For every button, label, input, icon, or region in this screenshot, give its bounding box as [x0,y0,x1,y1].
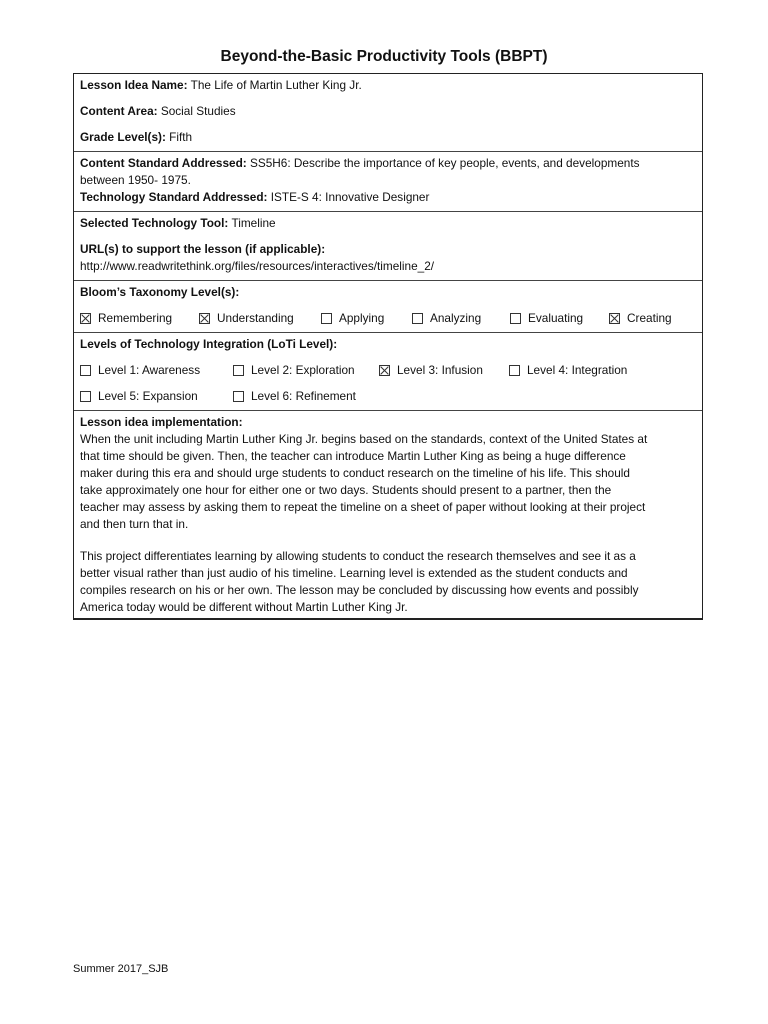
content-area-value: Social Studies [160,104,236,118]
bloom-option-label: Creating [627,311,672,325]
paragraph-line: When the unit including Martin Luther King Jr. begins based on the standards, context of the United States at [80,432,648,446]
implementation-label: Lesson idea implementation: [80,415,243,429]
bloom-option-applying[interactable] [321,310,412,327]
loti-option-level-3[interactable] [379,362,509,379]
technology-standard-value: ISTE-S 4: Innovative Designer [270,190,430,204]
checkbox-icon[interactable] [379,365,390,376]
paragraph-line: maker during this era and should urge students to conduct research on the timeline of his life. This should [80,466,630,480]
implementation-paragraph-1 [80,431,696,533]
paragraph-line: This project differentiates learning by allowing students to conduct the research themselves and see it as a [80,549,636,563]
checkbox-icon[interactable] [510,313,521,324]
content-area-label: Content Area: [80,104,158,118]
paragraph-line: take approximately one hour for either one or two days. Students should present to a partner, then the [80,483,612,497]
loti-options-row2 [80,388,696,405]
standards-section [74,151,702,211]
loti-option-label: Level 2: Exploration [251,363,355,377]
bloom-section [74,280,702,332]
loti-option-level-2[interactable] [233,362,379,379]
lesson-info-section [74,74,702,151]
paragraph-line: and then turn that in. [80,517,189,531]
checkbox-icon[interactable] [609,313,620,324]
loti-label: Levels of Technology Integration (LoTi Level): [80,337,338,351]
grade-level-line [80,129,696,146]
bloom-option-analyzing[interactable] [412,310,510,327]
technology-standard-line [80,189,696,206]
checkbox-icon[interactable] [80,391,91,402]
checkbox-icon[interactable] [321,313,332,324]
loti-section [74,332,702,410]
checkbox-icon[interactable] [509,365,520,376]
grade-level-label: Grade Level(s): [80,130,166,144]
paragraph-line: America today would be different without Martin Luther King Jr. [80,600,408,614]
bloom-options [80,310,696,327]
loti-option-label: Level 5: Expansion [98,389,198,403]
paragraph-line: that time should be given. Then, the teacher can introduce Martin Luther King as being a huge difference [80,449,626,463]
bloom-option-label: Remembering [98,311,173,325]
checkbox-icon[interactable] [412,313,423,324]
lesson-name-line [80,77,696,94]
implementation-paragraph-2 [80,548,696,616]
bloom-option-label: Analyzing [430,311,482,325]
lesson-name-label: Lesson Idea Name: [80,78,188,92]
loti-option-level-4[interactable] [509,362,627,379]
checkbox-icon[interactable] [199,313,210,324]
technology-tool-line [80,215,696,232]
url-link[interactable]: http://www.readwritethink.org/files/resources/interactives/timeline_2/ [80,259,435,273]
url-label: URL(s) to support the lesson (if applicable): [80,242,326,256]
bloom-option-creating[interactable] [609,310,672,327]
bloom-option-label: Evaluating [528,311,584,325]
content-standard-value: SS5H6: Describe the importance of key people, events, and developments [249,156,640,170]
content-standard-label: Content Standard Addressed: [80,156,247,170]
checkbox-icon[interactable] [233,365,244,376]
paragraph-line: compiles research on his or her own. The lesson may be concluded by discussing how events and possibly [80,583,639,597]
paragraph-line: teacher may assess by asking them to repeat the timeline on a sheet of paper without looking at their project [80,500,646,514]
bloom-option-label: Applying [339,311,385,325]
bloom-label: Bloom’s Taxonomy Level(s): [80,285,240,299]
technology-standard-label: Technology Standard Addressed: [80,190,268,204]
footer-text: Summer 2017_SJB [73,963,169,975]
loti-option-label: Level 6: Refinement [251,389,356,403]
paragraph-line: better visual rather than just audio of his timeline. Learning level is extended as the student conducts and [80,566,628,580]
loti-option-level-5[interactable] [80,388,233,405]
grade-level-value: Fifth [169,130,193,144]
bloom-option-label: Understanding [217,311,294,325]
implementation-section [74,410,702,618]
loti-options-row1 [80,362,696,379]
loti-option-label: Level 3: Infusion [397,363,483,377]
bloom-option-remembering[interactable] [80,310,199,327]
bloom-option-evaluating[interactable] [510,310,609,327]
content-standard-continued: between 1950- 1975. [80,173,191,187]
technology-tool-label: Selected Technology Tool: [80,216,229,230]
technology-tool-section [74,211,702,280]
page-title: Beyond-the-Basic Productivity Tools (BBPT) [220,48,548,65]
checkbox-icon[interactable] [80,313,91,324]
content-area-line [80,103,696,120]
content-standard-line [80,155,696,172]
technology-tool-value: Timeline [231,216,276,230]
loti-option-label: Level 1: Awareness [98,363,201,377]
lesson-plan-table [73,73,703,620]
lesson-name-value: The Life of Martin Luther King Jr. [190,78,362,92]
bloom-option-understanding[interactable] [199,310,321,327]
loti-option-level-6[interactable] [233,388,379,405]
checkbox-icon[interactable] [233,391,244,402]
loti-option-level-1[interactable] [80,362,233,379]
loti-option-label: Level 4: Integration [527,363,628,377]
checkbox-icon[interactable] [80,365,91,376]
